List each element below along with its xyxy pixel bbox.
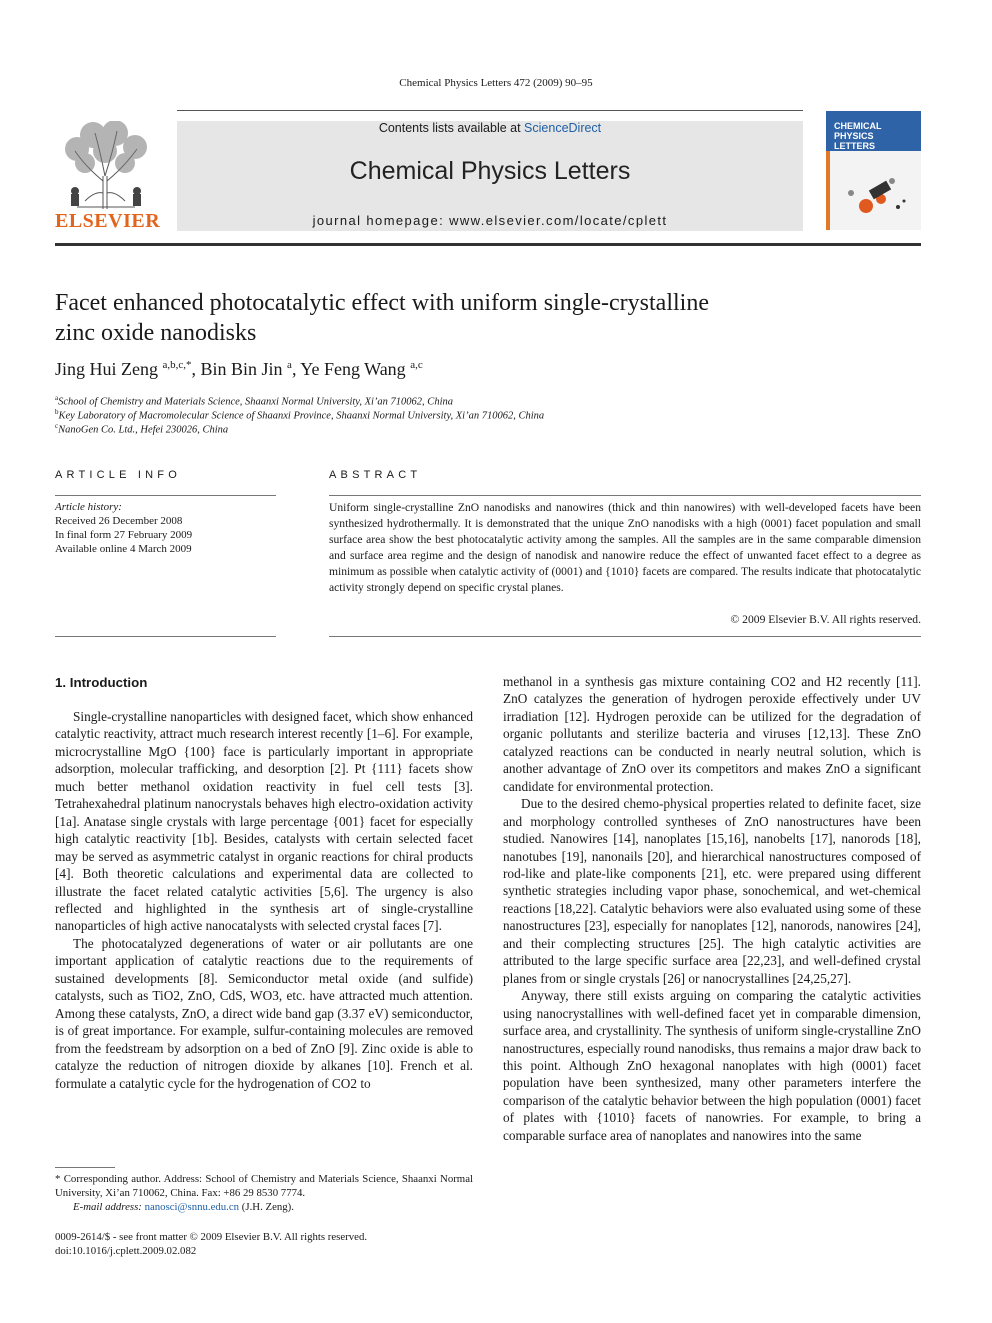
article-history — [55, 500, 192, 556]
corresponding-author-note: * Corresponding author. Address: School of Chemistry and Materials Science, Shaanxi Normal University, Xi’an 710062, China. Fax: +86 29 8530 7774. — [55, 1173, 473, 1199]
journal-cover-image — [826, 111, 921, 230]
affiliation — [55, 422, 228, 436]
paragraph: Anyway, there still exists arguing on comparing the catalytic activities using nanocrystallines with well-defined facet yet in comparable dimension, surface area, and crystallinity. The synthesis of uniform single-crystalline ZnO nanostructures, especially round nanodisks, thus remains a major draw back to this point. Although ZnO hexagonal nanoplates with high (0001) facet population have been synthesized, many other parameters interfere the comparison of the catalytic behavior between the high population (0001) facet of plates with {1010} facets of nanowries. For example, to bring a comparable surface area of nanoplates and nanowires into the same — [503, 988, 922, 1143]
author-affil-sup[interactable]: a — [287, 359, 292, 371]
article-info-rule — [55, 495, 276, 496]
article-info-rule-bottom — [55, 636, 276, 637]
left-column — [55, 708, 473, 1092]
author-name: Ye Feng Wang — [300, 359, 406, 379]
corresponding-footnote — [55, 1172, 473, 1214]
article-title — [55, 288, 815, 348]
contents-prefix: Contents lists available at — [378, 121, 525, 135]
email-line — [55, 1200, 473, 1214]
email-suffix: (J.H. Zeng). — [239, 1201, 294, 1213]
email-label: E-mail address: — [73, 1201, 145, 1213]
section-heading-introduction: 1. Introduction — [55, 675, 148, 690]
author-name: Bin Bin Jin — [200, 359, 283, 379]
affiliation-marker: b — [55, 408, 59, 416]
paragraph: methanol in a synthesis gas mixture containing CO2 and H2 recently [11]. ZnO catalyzes the generation of hydrogen peroxide effectively under UV irradiation [12]. Hydrogen peroxide can be utilized for the degradation of organic pollutants and sterilize bacteria and viruses [12,13]. These ZnO catalyzed reactions can be conducted in nearly neutral solution, which is another advantage of ZnO over its competitors and makes ZnO a significant candidate for environmental protection. — [503, 674, 921, 794]
author-name: Jing Hui Zeng — [55, 359, 158, 379]
elsevier-wordmark: ELSEVIER — [55, 210, 161, 232]
journal-homepage[interactable]: journal homepage: www.elsevier.com/locate/cplett — [312, 213, 668, 228]
article-info-heading: ARTICLE INFO — [55, 469, 181, 481]
affiliation-text: NanoGen Co. Ltd., Hefei 230026, China — [58, 424, 229, 436]
abstract-rule-bottom — [329, 636, 921, 637]
author-affil-sup[interactable]: a,c — [410, 359, 423, 371]
affiliation — [55, 408, 544, 422]
affiliation-text: School of Chemistry and Materials Science, Shaanxi Normal University, Xi’an 710062, China — [58, 396, 453, 408]
affiliation — [55, 394, 453, 408]
paragraph: The photocatalyzed degenerations of water or air pollutants are one important application of catalytic reactions due to the requirements of sustained developments [8]. Semiconductor metal oxide (and sulfide) catalysts, such as TiO2, ZnO, CdS, WO3, etc. have attracted much attention. Among these catalysts, ZnO, a direct wide band gap (3.37 eV) semiconductor, is of great importance. For example, sulfur-containing molecules are removed from the feedstream by adsorption on a bed of ZnO [9]. Zinc oxide is able to catalyze the reduction of nitrogen dioxide by alkanes [10]. French et al. formulate a catalytic cycle for the hydrogenation of CO2 to — [55, 935, 473, 1091]
title-line-1: Facet enhanced photocatalytic effect with uniform single-crystalline — [55, 290, 709, 316]
issn-line: 0009-2614/$ - see front matter © 2009 Elsevier B.V. All rights reserved. — [55, 1231, 368, 1243]
paragraph: Due to the desired chemo-physical properties related to definite facet, size and morphology controlled syntheses of ZnO nanostructures have been studied. Nanowires [14], nanoplates [15,16], nanobelts [17], nanorods [18], nanotubes [19], nanonails [20], and hierarchical nanostructures composed of rod-like and plate-like components [21], etc. were prepared using different synthetic strategies including vapor phase, sonochemical, and wet-chemical reactions [18,22]. Catalytic behaviors were also evaluated using some of these nanostructures [23], especially for nanoplates [12], nanorods, nanowires [24], and their complecting structures [25]. The high catalytic activities are attributed to the large specific surface area [22,23], and well-defined crystal planes from or single crystals [26] or nanocrystallines [24,25,27]. — [503, 796, 921, 986]
footnote-rule — [55, 1167, 115, 1168]
header-rule-top — [177, 110, 803, 111]
abstract-rule — [329, 495, 921, 496]
affiliation-text: Key Laboratory of Macromolecular Science of Shaanxi Province, Shaanxi Normal University, Xi’an 710062, China — [58, 410, 545, 422]
author-list: Jing Hui Zeng $^{a,b,c,*}$, Bin Bin Jin $^a$, Ye Feng Wang $^{a,c}$ — [55, 359, 423, 379]
author-affil-sup[interactable]: a,b,c,* — [162, 359, 192, 371]
contents-line — [177, 121, 803, 135]
doi-line[interactable]: doi:10.1016/j.cplett.2009.02.082 — [55, 1245, 197, 1257]
abstract-copyright: © 2009 Elsevier B.V. All rights reserved. — [730, 613, 921, 626]
page-footer — [55, 1230, 367, 1258]
history-label: Article history: — [55, 501, 122, 513]
title-line-2: zinc oxide nanodisks — [55, 320, 257, 346]
paragraph: Single-crystalline nanoparticles with designed facet, which show enhanced catalytic reactivity, attract much research interest recently [1–6]. For example, microcrystalline MgO {100} face is particularly important in appropriate adsorption, molecular trafficking, and desorption [2]. Pt {111} facets show much better methanol oxidation reactivity in fuel cell tests [3]. Tetrahexahedral platinum nanocrystals behaves high electro-oxidation activity [1a]. Anatase single crystals with large percentage {001} facet for especially high catalytic reactivity [1b]. Besides, catalysts with certain selected facet may be served as asymmetric catalyst in organic reactions for chiral products [4]. Both theoretic calculations and experimental data are collected to illustrate the facet related catalytic activities [5,6]. The urgency is also reflected and highlighted in the synthesis art of single-crystalline nanoparticles of high active nanocatalysts with selected crystal faces [7]. — [55, 709, 473, 934]
header-rule-bottom — [55, 243, 921, 246]
abstract-heading: ABSTRACT — [329, 469, 422, 481]
affiliation-marker: c — [55, 422, 59, 430]
final-form-date: In final form 27 February 2009 — [55, 529, 193, 541]
affiliation-marker: a — [55, 394, 59, 402]
online-date: Available online 4 March 2009 — [55, 543, 192, 555]
journal-reference: Chemical Physics Letters 472 (2009) 90–95 — [399, 77, 593, 89]
cover-title: CHEMICAL PHYSICS LETTERS — [834, 121, 882, 151]
sciencedirect-link[interactable]: ScienceDirect — [524, 121, 602, 135]
received-date: Received 26 December 2008 — [55, 515, 183, 527]
journal-title: Chemical Physics Letters — [349, 157, 631, 185]
abstract-text: Uniform single-crystalline ZnO nanodisks and nanowires (thick and thin nanowires) with well-developed facets have been synthesized hydrothermally. It is demonstrated that the unique ZnO nanodisks with a high (0001) facet population and small surface area show the best photocatalytic activity among the samples. All the samples are in the same comparable dimension and surface area regime and the design of nanodisk and nanowire reduce the effect of unwanted facet effect to a degree as minimum as possible when catalytic activity of (0001) and {1010} facets are compared. The results indicate that photocatalytic activity strongly depend on specific crystal planes. — [329, 501, 921, 594]
right-column — [503, 673, 921, 1144]
email-link[interactable]: nanosci@snnu.edu.cn — [144, 1201, 240, 1213]
